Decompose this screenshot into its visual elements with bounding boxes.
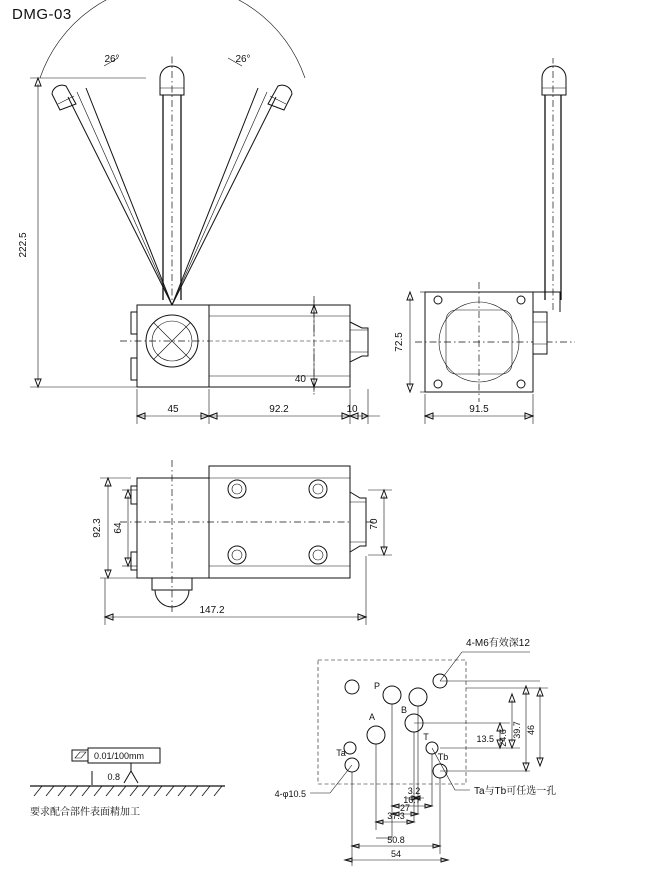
dim-angle-right: 26° [235, 54, 251, 65]
port-A [367, 726, 385, 744]
label-4-m6: 4-M6有效深12 [466, 638, 530, 649]
lever-right-position [172, 85, 292, 305]
dim-54: 54 [390, 849, 402, 859]
label-4-phi10-5: 4-φ10.5 [274, 789, 306, 799]
dim-13-5: 13.5 [476, 734, 494, 744]
surface-finish-note [30, 748, 225, 818]
port-label-B: B [400, 705, 408, 715]
surface-note-caption: 要求配合部件表面精加工 [30, 807, 140, 818]
dim-top-width-right [368, 490, 392, 555]
dim-50-8: 50.8 [387, 835, 405, 845]
page-title: DMG-03 [12, 6, 72, 23]
roughness-value: 0.8 [107, 772, 120, 782]
port-label-A: A [368, 712, 376, 722]
dim-45: 45 [167, 404, 179, 415]
dim-64: 64 [113, 522, 124, 534]
dim-92-2: 92.2 [269, 404, 289, 415]
dim-chain-front-bottom [137, 389, 380, 424]
port-label-P: P [373, 681, 381, 691]
dim-37-3: 37.3 [387, 811, 405, 821]
dim-39-7: 39.7 [512, 721, 522, 739]
porting-pattern [275, 636, 557, 866]
port-label-T: T [423, 732, 429, 742]
dim-147-2: 147.2 [199, 605, 225, 616]
port-Ta [344, 742, 356, 754]
front-view [18, 0, 380, 424]
valve-body-front [209, 296, 368, 396]
port-label-Tb: Tb [437, 752, 449, 762]
dim-top-width-inner [113, 490, 137, 566]
dim-40: 40 [294, 374, 306, 385]
top-view [92, 460, 392, 625]
dim-vertical-chain [414, 681, 548, 771]
flatness-value: 0.01/100mm [94, 751, 145, 761]
port-label-Ta: Ta [336, 748, 346, 758]
dim-46: 46 [526, 724, 536, 736]
dim-27: 27 [399, 803, 411, 813]
dim-horizontal-chain [345, 704, 448, 866]
dim-92-3: 92.3 [92, 518, 103, 538]
dim-70: 70 [369, 518, 380, 530]
dim-angle-left: 26° [104, 54, 120, 65]
dim-72-5: 72.5 [394, 332, 405, 352]
dim-height-total: 222.5 [18, 232, 29, 258]
label-ta-tb: Ta与Tb可任选一孔 [474, 786, 557, 797]
dim-91-5: 91.5 [469, 404, 489, 415]
port-B [409, 688, 427, 706]
mount-hole-tl [345, 680, 359, 694]
port-P [383, 686, 401, 704]
dim-16-7: 16.7 [403, 795, 421, 805]
lever-left-position [52, 85, 172, 305]
lever-center-position [160, 55, 184, 310]
dim-3-2: 3.2 [407, 786, 421, 796]
dim-24-6: 24.6 [498, 729, 508, 747]
side-view [394, 58, 575, 424]
dim-10: 10 [346, 404, 358, 415]
